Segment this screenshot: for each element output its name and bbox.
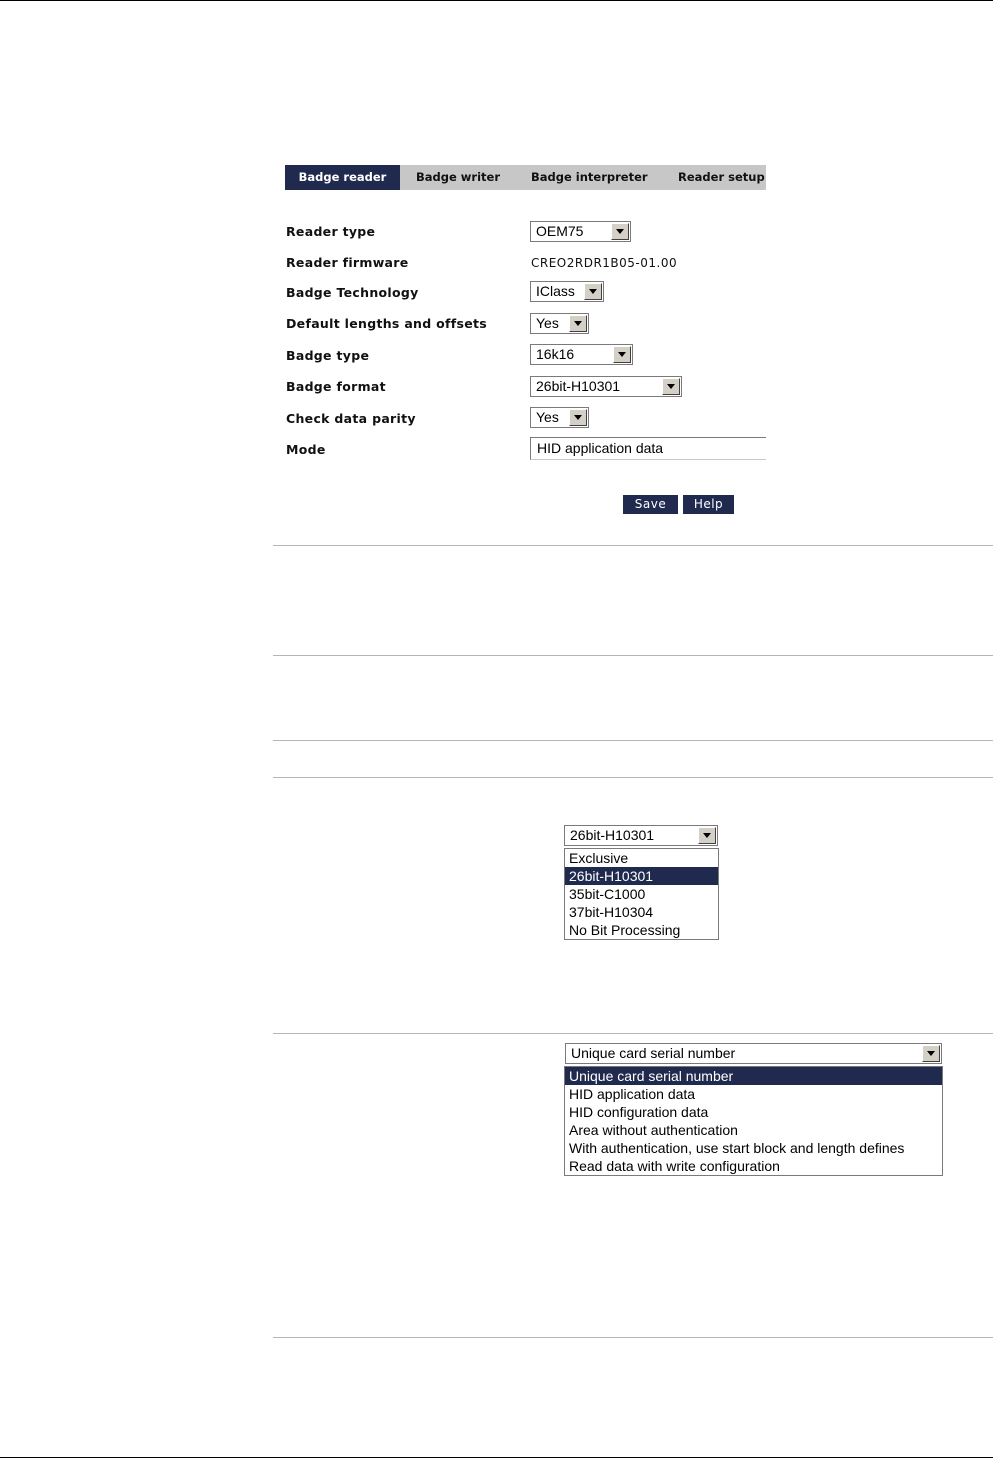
reader-type-value: OEM75 <box>536 223 584 239</box>
badge-format-dropdown-value: 26bit-H10301 <box>570 827 655 843</box>
badge-format-dropdown[interactable] <box>564 825 718 846</box>
badge-format-options <box>564 848 719 940</box>
list-item[interactable]: No Bit Processing <box>569 922 681 938</box>
default-lengths-value: Yes <box>536 315 559 331</box>
badge-format-value: 26bit-H10301 <box>536 378 621 394</box>
section-divider <box>273 777 993 778</box>
badge-type-value: 16k16 <box>536 346 575 362</box>
section-divider <box>273 740 993 741</box>
list-item[interactable]: Exclusive <box>569 850 629 866</box>
list-item[interactable]: 26bit-H10301 <box>565 867 718 885</box>
list-item[interactable]: Unique card serial number <box>565 1067 942 1085</box>
badge-type-label: Badge type <box>286 348 370 363</box>
check-parity-value: Yes <box>536 409 559 425</box>
chevron-down-icon[interactable] <box>698 827 716 844</box>
mode-dropdown-value: Unique card serial number <box>571 1045 736 1061</box>
tab-badge-interpreter[interactable]: Badge interpreter <box>531 170 648 184</box>
tab-badge-writer[interactable]: Badge writer <box>416 170 500 184</box>
list-item[interactable]: 35bit-C1000 <box>569 886 646 902</box>
chevron-down-icon[interactable] <box>662 378 680 395</box>
section-divider <box>273 655 993 656</box>
section-divider <box>273 1337 993 1338</box>
chevron-down-icon[interactable] <box>922 1045 940 1062</box>
section-divider <box>273 1033 993 1034</box>
tab-reader-setup[interactable]: Reader setup <box>678 170 765 184</box>
chevron-down-icon[interactable] <box>569 409 587 426</box>
bottom-rule <box>0 1457 993 1458</box>
check-parity-label: Check data parity <box>286 411 416 426</box>
check-parity-select[interactable] <box>530 407 589 428</box>
chevron-down-icon[interactable] <box>569 315 587 332</box>
save-button[interactable]: Save <box>623 495 678 514</box>
top-rule <box>0 0 993 1</box>
list-item[interactable]: HID application data <box>569 1086 696 1102</box>
badge-technology-label: Badge Technology <box>286 285 419 300</box>
badge-type-select[interactable] <box>530 344 633 365</box>
tab-bar <box>285 165 766 190</box>
list-item[interactable]: Area without authentication <box>569 1122 738 1138</box>
reader-firmware-label: Reader firmware <box>286 255 409 270</box>
list-item[interactable]: 37bit-H10304 <box>569 904 654 920</box>
mode-dropdown[interactable] <box>565 1043 942 1064</box>
badge-format-select[interactable] <box>530 376 682 397</box>
tab-badge-reader[interactable]: Badge reader <box>285 165 400 190</box>
list-item[interactable]: Read data with write configuration <box>569 1158 780 1174</box>
mode-field[interactable]: HID application data <box>530 437 766 460</box>
badge-technology-value: IClass <box>536 283 575 299</box>
chevron-down-icon[interactable] <box>613 346 631 363</box>
help-button[interactable]: Help <box>683 495 734 514</box>
badge-format-label: Badge format <box>286 379 386 394</box>
reader-type-label: Reader type <box>286 224 376 239</box>
mode-label: Mode <box>286 442 326 457</box>
chevron-down-icon[interactable] <box>584 283 602 300</box>
default-lengths-label: Default lengths and offsets <box>286 316 488 331</box>
chevron-down-icon[interactable] <box>611 223 629 240</box>
reader-firmware-value: CREO2RDR1B05-01.00 <box>531 256 678 270</box>
list-item[interactable]: With authentication, use start block and length defines <box>569 1140 905 1156</box>
reader-type-select[interactable] <box>530 221 631 242</box>
badge-technology-select[interactable] <box>530 281 604 302</box>
mode-options <box>564 1066 943 1176</box>
default-lengths-select[interactable] <box>530 313 589 334</box>
section-divider <box>273 545 993 546</box>
list-item[interactable]: HID configuration data <box>569 1104 709 1120</box>
